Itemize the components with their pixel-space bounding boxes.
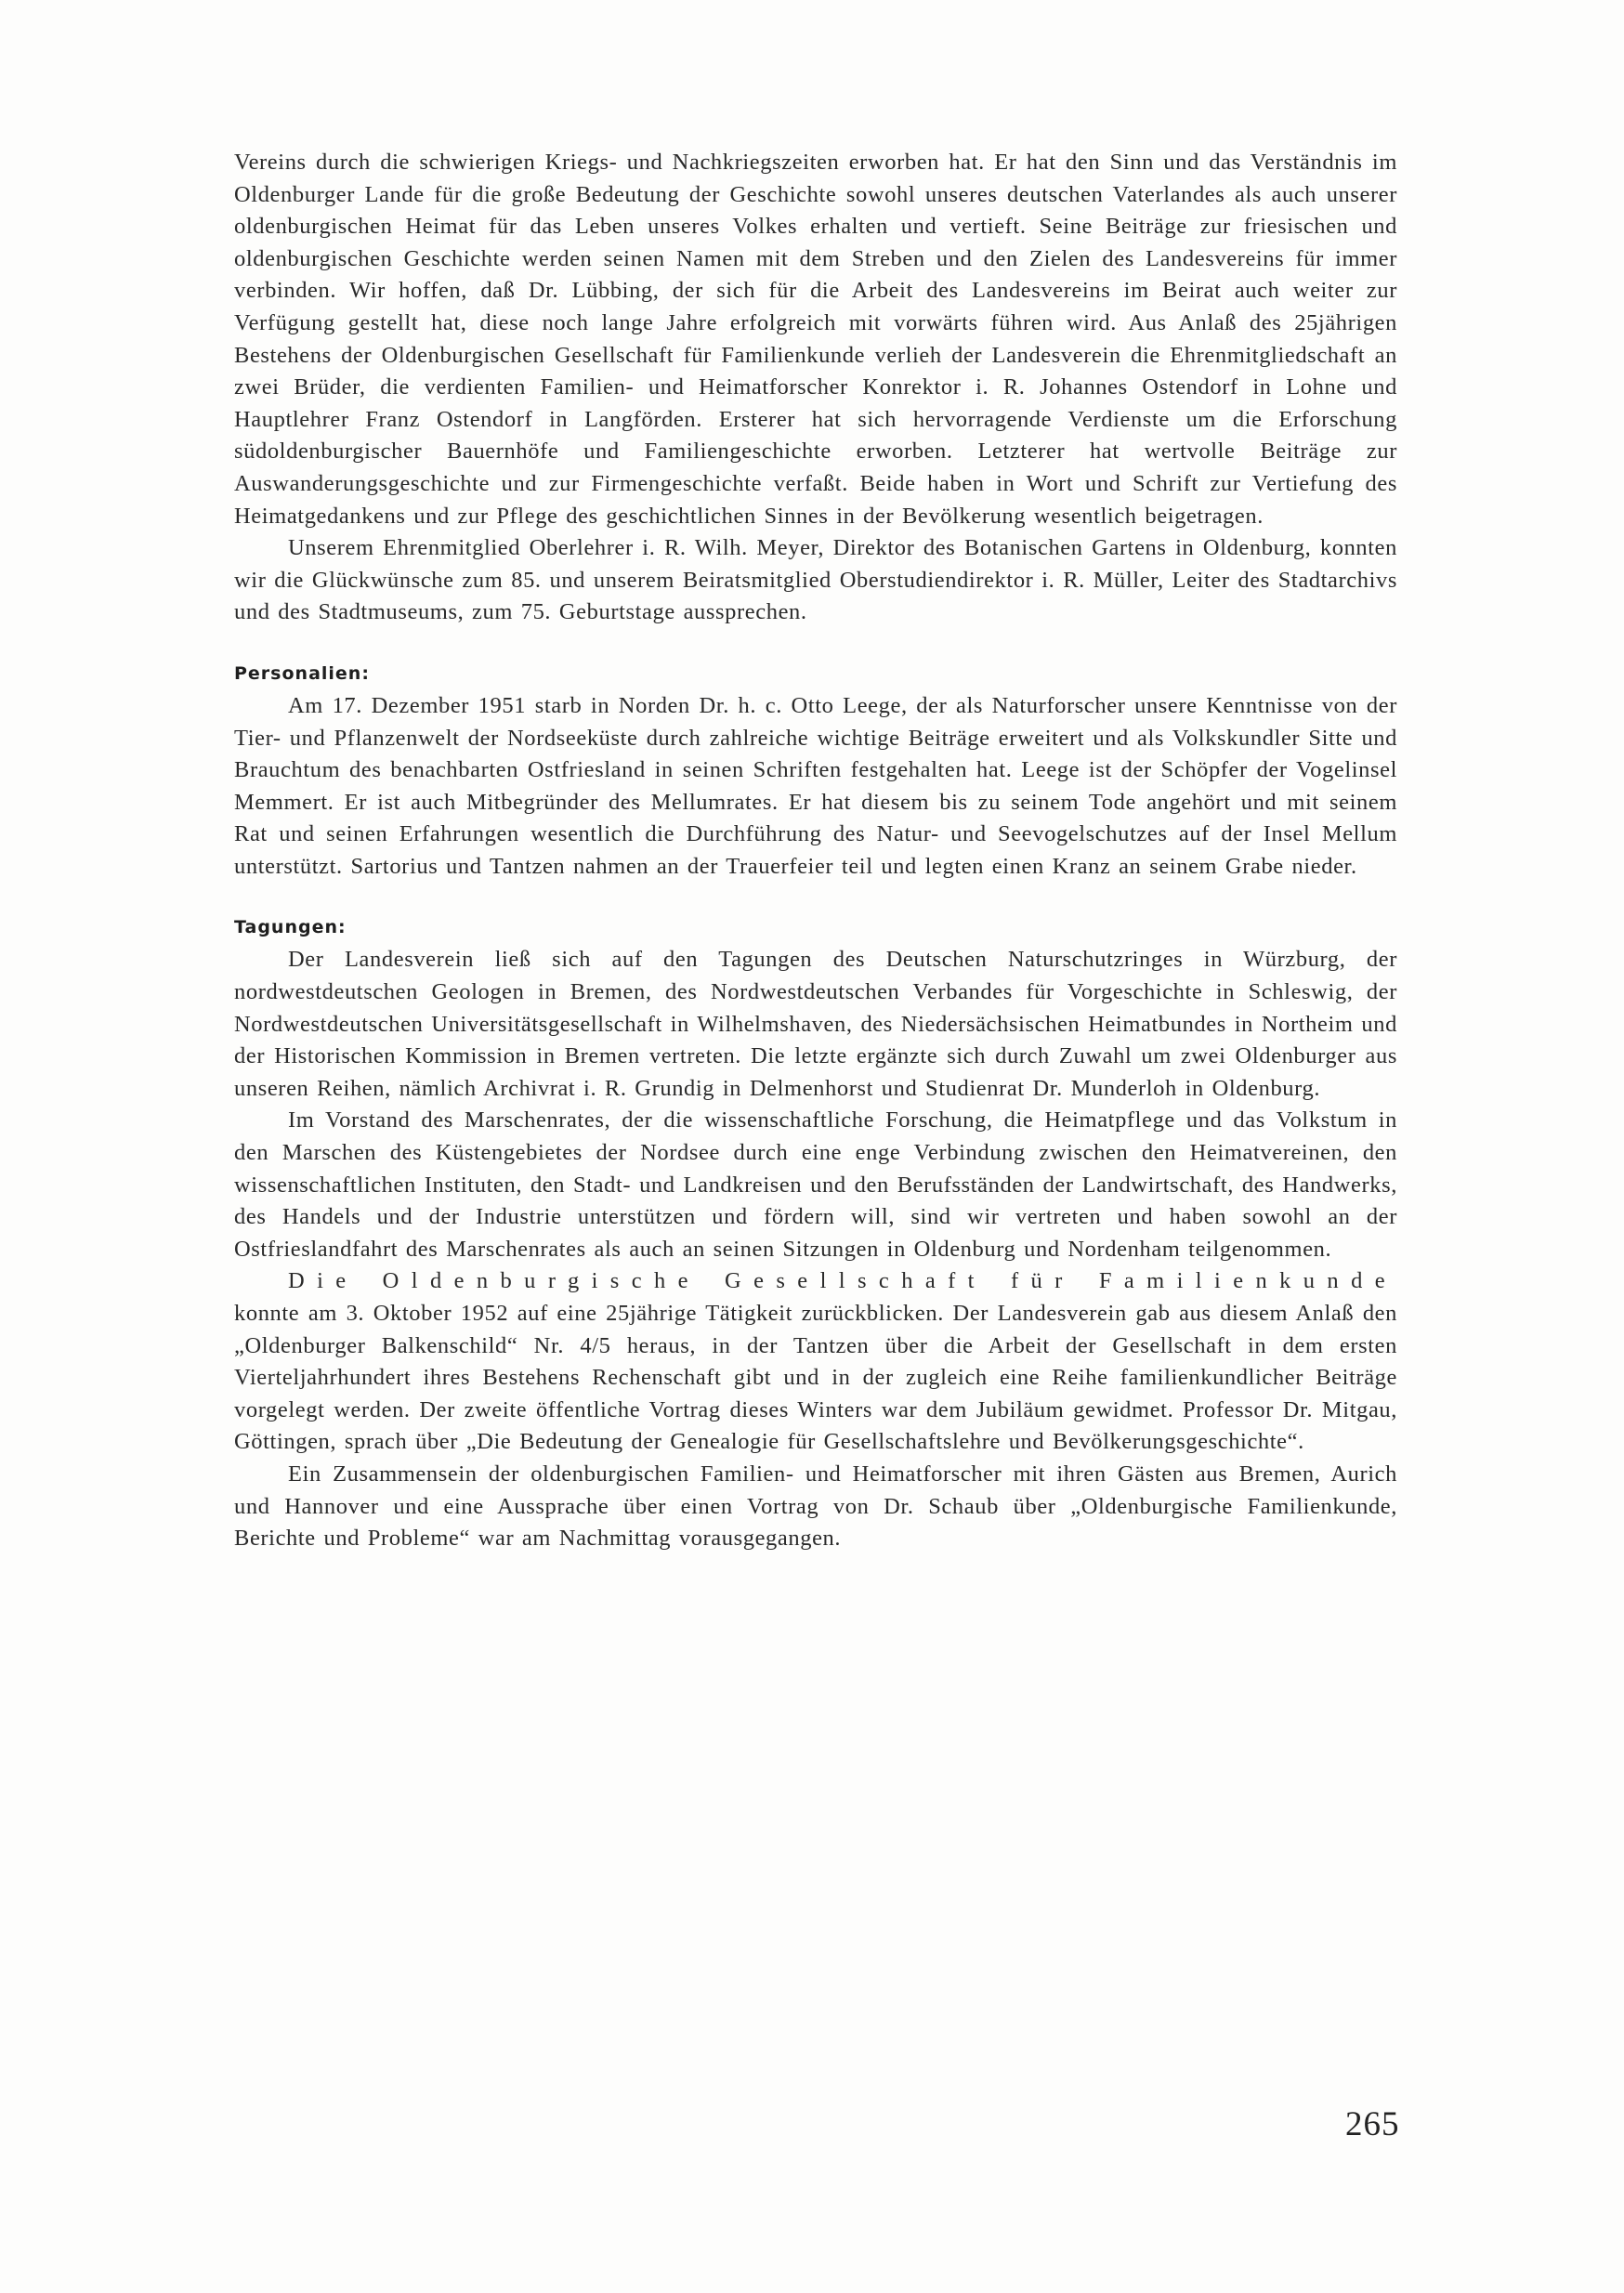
paragraph-obituary: Am 17. Dezember 1951 starb in Norden Dr. h. c. Otto Leege, der als Naturforscher unsere Kenntnisse von der Tier- und Pflanzenwelt der Nordseeküste durch zahlreiche wichtige Beiträge erweitert und als Volkskundler Sitte und Brauchtum des benachbarten Ostfriesland in seinen Schriften festgehalten hat. Leege ist der Schöpfer der Vogelinsel Memmert. Er ist auch Mitbegründer des Mellumrates. Er hat diesem bis zu seinem Tode angehört und mit seinem Rat und seinen Erfahrungen wesentlich die Durchführung des Natur- und Seevogelschutzes auf der Insel Mellum unterstützt. Sartorius und Tantzen nahmen an der Trauerfeier teil und legten einen Kranz an seinem Grabe nieder. (234, 692, 1397, 879)
paragraph-marschenrat: Im Vorstand des Marschenrates, der die wissenschaftliche Forschung, die Heimatpflege und das Volkstum in den Marschen des Küstengebietes der Nordsee durch eine enge Verbindung zwischen den Heimatvereinen, den wissenschaftlichen Instituten, den Stadt- und Landkreisen und den Berufsständen der Landwirtschaft, des Handwerks, des Handels und der Industrie unterstützen und fördern will, sind wir vertreten und haben sowohl an der Ostfrieslandfahrt des Marschenrates als auch an seinen Sitzungen in Oldenburg und Nordenham teilgenommen. (234, 1107, 1397, 1262)
society-name: Die Oldenburgische Gesellschaft für Familienkunde (288, 1268, 1397, 1294)
paragraph-continuation: Vereins durch die schwierigen Kriegs- und Nachkriegszeiten erworben hat. Er hat den Sinn und das Verständnis im Oldenburger Lande für die große Bedeutung der Geschichte sowohl unseres deutschen Vaterlandes als auch unserer oldenburgischen Heimat für das Leben unseres Volkes erhalten und vertieft. Seine Beiträge zur friesischen und oldenburgischen Geschichte werden seinen Namen mit dem Streben und den Zielen des Landesvereins für immer verbinden. Wir hoffen, daß Dr. Lübbing, der sich für die Arbeit des Landesvereins im Beirat auch weiter zur Verfügung gestellt hat, diese noch lange Jahre erfolgreich mit vorwärts führen wird. Aus Anlaß des 25jährigen Bestehens der Oldenburgischen Gesellschaft für Familienkunde verlieh der Landesverein die Ehrenmitgliedschaft an zwei Brüder, die verdienten Familien- und Heimatforscher Konrektor i. R. Johannes Ostendorf in Lohne und Hauptlehrer Franz Ostendorf in Langförden. Ersterer hat sich hervorragende Verdienste um die Erforschung südoldenburgischer Bauernhöfe und Familiengeschichte erworben. Letzterer hat wertvolle Beiträge zur Auswanderungsgeschichte und zur Firmengeschichte verfaßt. Beide haben in Wort und Schrift zur Vertiefung des Heimatgedankens und zur Pflege des geschichtlichen Sinnes in der Bevölkerung wesentlich beigetragen. (234, 150, 1397, 529)
paragraph-society (234, 1265, 1397, 1459)
heading-personalien: Personalien: (234, 662, 370, 684)
page-number: 265 (1345, 2105, 1400, 2143)
paragraph-birthdays: Unserem Ehrenmitglied Oberlehrer i. R. Wilh. Meyer, Direktor des Botanischen Gartens in Oldenburg, konnten wir die Glückwünsche zum 85. und unserem Beiratsmitglied Oberstudiendirektor i. R. Müller, Leiter des Stadtarchivs und des Stadtmuseums, zum 75. Geburtstage aussprechen. (234, 535, 1397, 625)
paragraph-closing: Ein Zusammensein der oldenburgischen Familien- und Heimatforscher mit ihren Gästen aus Bremen, Aurich und Hannover und eine Aussprache über einen Vortrag von Dr. Schaub über „Oldenburgische Familienkunde, Berichte und Probleme“ war am Nachmittag vorausgegangen. (234, 1461, 1397, 1552)
text-column (234, 147, 1397, 1555)
paragraph-conferences: Der Landesverein ließ sich auf den Tagungen des Deutschen Naturschutzringes in Würzburg, der nordwestdeutschen Geologen in Bremen, des Nordwestdeutschen Verbandes für Vorgeschichte in Schleswig, der Nordwestdeutschen Universitätsgesellschaft in Wilhelmshaven, des Niedersächsischen Heimatbundes in Northeim und der Historischen Kommission in Bremen vertreten. Die letzte ergänzte sich durch Zuwahl um zwei Oldenburger aus unseren Reihen, nämlich Archivrat i. R. Grundig in Delmenhorst und Studienrat Dr. Munderloh in Oldenburg. (234, 947, 1397, 1101)
heading-tagungen: Tagungen: (234, 917, 347, 938)
society-paragraph-rest: konnte am 3. Oktober 1952 auf eine 25jährige Tätigkeit zurückblicken. Der Landesverein gab aus diesem Anlaß den „Oldenburger Balkenschild“ Nr. 4/5 heraus, in der Tantzen über die Arbeit der Gesellschaft in dem ersten Vierteljahrhundert ihres Bestehens Rechenschaft gibt und in der zugleich eine Reihe familienkundlicher Beiträge vorgelegt werden. Der zweite öffentliche Vortrag dieses Winters war dem Jubiläum gewidmet. Professor Dr. Mitgau, Göttingen, sprach über „Die Bedeutung der Genealogie für Gesellschaftslehre und Bevölkerungsgeschichte“. (234, 1301, 1397, 1455)
